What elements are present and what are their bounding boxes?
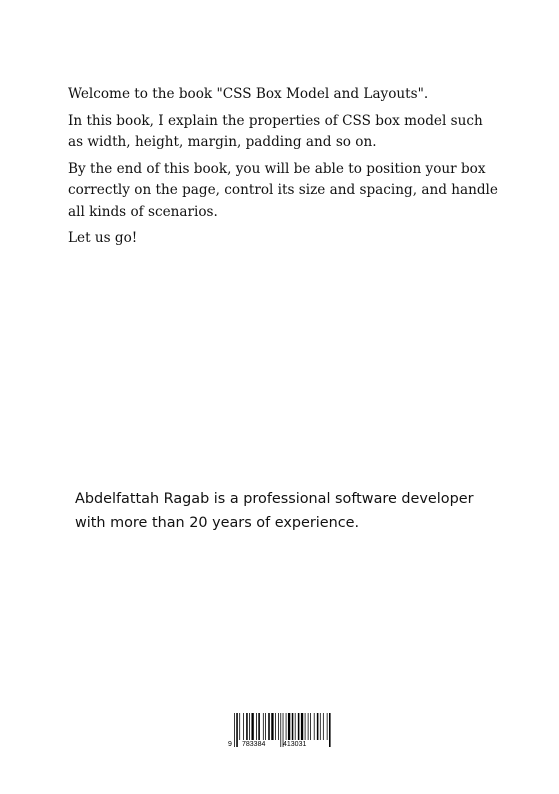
barcode-bar [275,713,276,740]
author-bio [75,487,495,535]
barcode-bar [305,713,306,740]
barcode-bar [320,713,321,740]
barcode-bar [301,713,303,740]
barcode-bar [249,713,250,740]
intro-welcome: Welcome to the book "CSS Box Model and Layouts". [68,86,429,102]
barcode-graphic [226,713,336,749]
barcode-bar [329,713,331,747]
barcode-bar [251,713,253,740]
intro-closing: Let us go! [68,230,138,246]
intro-description: In this book, I explain the properties of CSS box model such as width, height, margin, padding and so on. [68,112,483,150]
barcode-bar [263,713,264,740]
barcode-bar [256,713,257,740]
barcode-bar [246,713,248,740]
barcode-bar [278,713,279,740]
barcode-bar [286,713,287,740]
barcode-bar [317,713,319,740]
barcode-bar [288,713,290,740]
barcode-bar [323,713,324,740]
barcode-bar [280,713,281,747]
barcode-bar [265,713,266,740]
barcode-bar [258,713,260,740]
barcode-digits-left: 783384 [242,741,266,748]
barcode-bar [234,713,235,747]
barcode-bar [292,713,294,740]
barcode-bar [308,713,309,740]
barcode-digits-right: 413031 [283,741,307,748]
barcode-bar [239,713,240,740]
barcode-bar [236,713,238,747]
barcode-bar [310,713,311,740]
isbn-barcode [226,713,336,749]
barcode-bar [268,713,270,740]
book-intro [68,84,498,255]
barcode-bar [295,713,296,740]
barcode-bar [314,713,315,740]
barcode-bar [327,713,328,740]
author-bio-text: Abdelfattah Ragab is a professional software developer with more than 20 years of experience. [75,491,474,531]
intro-outcome: By the end of this book, you will be able to position your box correctly on the page, control its size and spacing, and handle all kinds of scenarios. [68,160,498,220]
barcode-bar [271,713,273,740]
barcode-bar [298,713,300,740]
barcode-bar [243,713,244,740]
barcode-lead-digit: 9 [228,741,232,748]
